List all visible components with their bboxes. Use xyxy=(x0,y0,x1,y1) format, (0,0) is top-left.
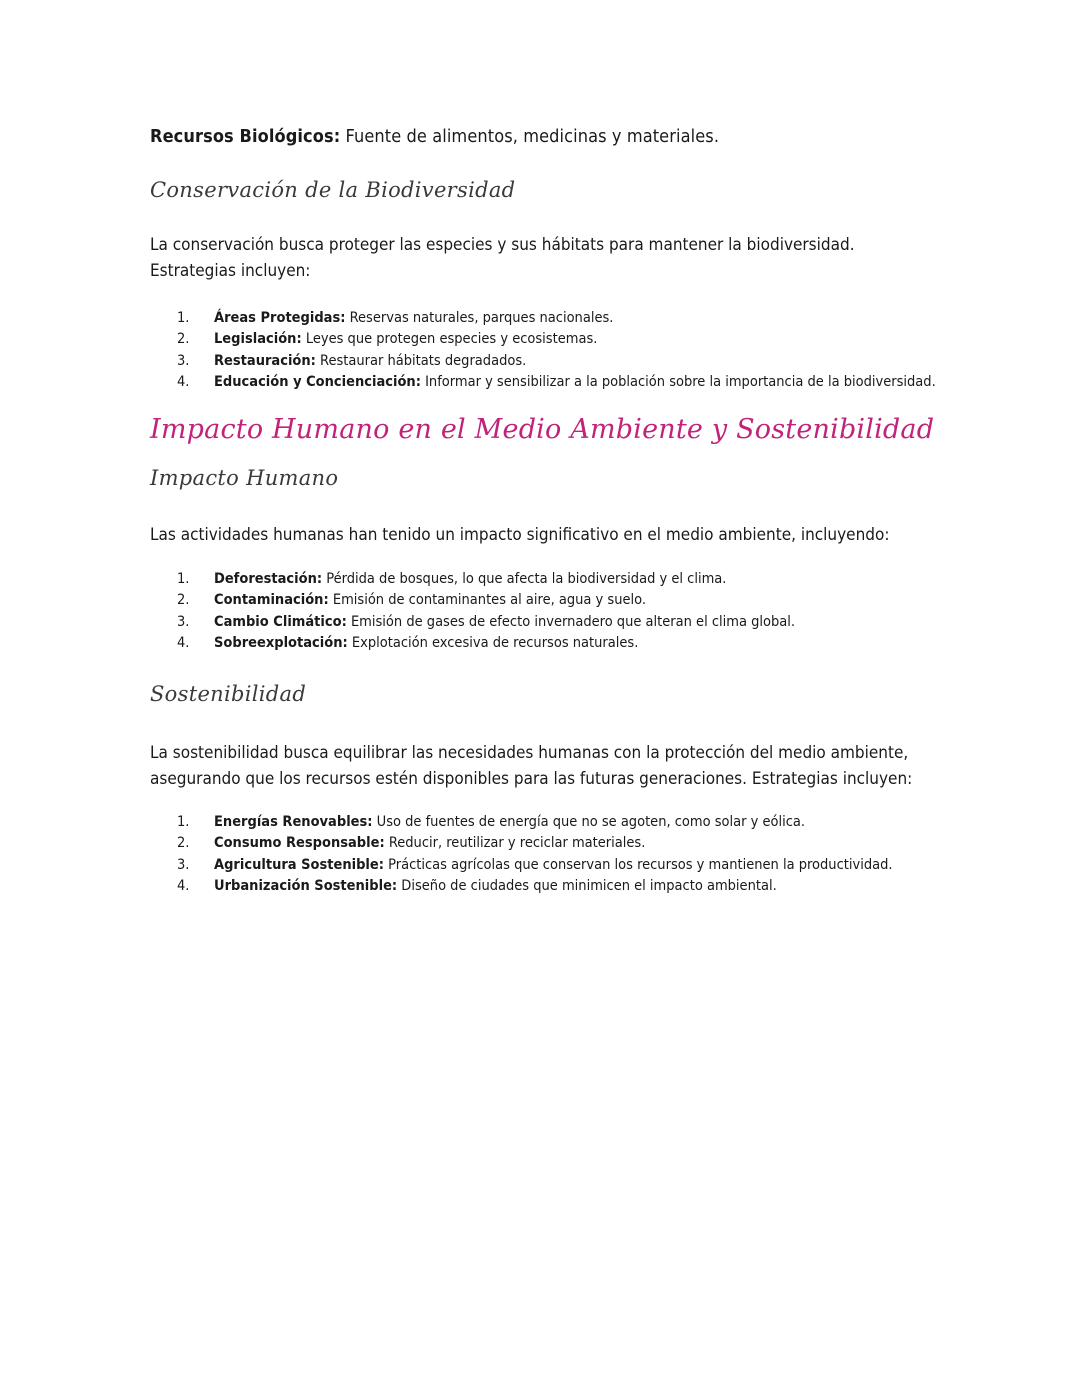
sustainability-heading: Sostenibilidad xyxy=(150,682,307,706)
list-text: Prácticas agrícolas que conservan los recursos y mantienen la productividad. xyxy=(383,856,893,873)
list-text: Restaurar hábitats degradados. xyxy=(315,352,527,369)
list-item xyxy=(177,569,957,590)
list-item xyxy=(177,612,957,633)
sustainability-list xyxy=(177,812,957,897)
list-number: 2. xyxy=(177,592,190,609)
list-number: 1. xyxy=(177,310,190,326)
list-term: Sobreexplotación: xyxy=(214,634,348,651)
sustainability-paragraph: La sostenibilidad busca equilibrar las necesidades humanas con la protección del medio ambiente, asegurando que los recursos estén disponibles para las futuras generaciones. Estrategias incluyen: xyxy=(150,743,913,789)
list-term: Áreas Protegidas: xyxy=(214,310,346,326)
list-item xyxy=(177,308,957,329)
list-term: Cambio Climático: xyxy=(214,613,347,630)
impact-paragraph: Las actividades humanas han tenido un impacto significativo en el medio ambiente, incluyendo: xyxy=(150,525,890,545)
list-text: Reservas naturales, parques nacionales. xyxy=(345,310,614,326)
list-number: 4. xyxy=(177,877,190,894)
list-item xyxy=(177,876,957,897)
list-text: Diseño de ciudades que minimicen el impacto ambiental. xyxy=(397,877,777,894)
list-item xyxy=(177,812,957,833)
list-term: Agricultura Sostenible: xyxy=(214,856,384,873)
section-title: Impacto Humano en el Medio Ambiente y Sostenibilidad xyxy=(150,414,935,445)
list-number: 3. xyxy=(177,856,190,873)
list-item xyxy=(177,351,957,372)
list-text: Pérdida de bosques, lo que afecta la biodiversidad y el clima. xyxy=(322,571,727,587)
list-item xyxy=(177,590,957,611)
conservation-heading: Conservación de la Biodiversidad xyxy=(150,178,516,202)
list-term: Educación y Concienciación: xyxy=(214,373,421,390)
list-text: Uso de fuentes de energía que no se agoten, como solar y eólica. xyxy=(372,814,806,830)
list-text: Emisión de contaminantes al aire, agua y suelo. xyxy=(328,592,647,609)
intro-term: Recursos Biológicos: xyxy=(150,126,341,147)
list-text: Leyes que protegen especies y ecosistemas. xyxy=(301,331,598,348)
intro-text: Fuente de alimentos, medicinas y materiales. xyxy=(340,126,720,147)
list-term: Energías Renovables: xyxy=(214,814,373,830)
list-number: 4. xyxy=(177,634,190,651)
list-text: Reducir, reutilizar y reciclar materiales. xyxy=(384,835,646,852)
list-text: Emisión de gases de efecto invernadero que alteran el clima global. xyxy=(346,613,796,630)
list-number: 3. xyxy=(177,352,190,369)
conservation-list xyxy=(177,308,957,393)
list-item xyxy=(177,329,957,350)
list-item xyxy=(177,833,957,854)
list-item xyxy=(177,633,957,654)
list-term: Urbanización Sostenible: xyxy=(214,877,398,894)
list-term: Legislación: xyxy=(214,331,302,348)
impact-heading: Impacto Humano xyxy=(150,466,339,490)
list-text: Explotación excesiva de recursos naturales. xyxy=(347,634,639,651)
list-number: 3. xyxy=(177,613,190,630)
list-text: Informar y sensibilizar a la población sobre la importancia de la biodiversidad. xyxy=(420,373,936,390)
impact-list xyxy=(177,569,957,654)
list-number: 2. xyxy=(177,331,190,348)
list-term: Deforestación: xyxy=(214,571,323,587)
list-item xyxy=(177,855,957,876)
list-number: 1. xyxy=(177,814,190,830)
list-number: 2. xyxy=(177,835,190,852)
conservation-paragraph: La conservación busca proteger las especies y sus hábitats para mantener la biodiversidad. Estrategias incluyen: xyxy=(150,235,855,281)
list-number: 4. xyxy=(177,373,190,390)
list-term: Restauración: xyxy=(214,352,316,369)
list-number: 1. xyxy=(177,571,190,587)
list-term: Contaminación: xyxy=(214,592,329,609)
list-item xyxy=(177,372,957,393)
list-term: Consumo Responsable: xyxy=(214,835,385,852)
intro-line xyxy=(150,126,950,147)
